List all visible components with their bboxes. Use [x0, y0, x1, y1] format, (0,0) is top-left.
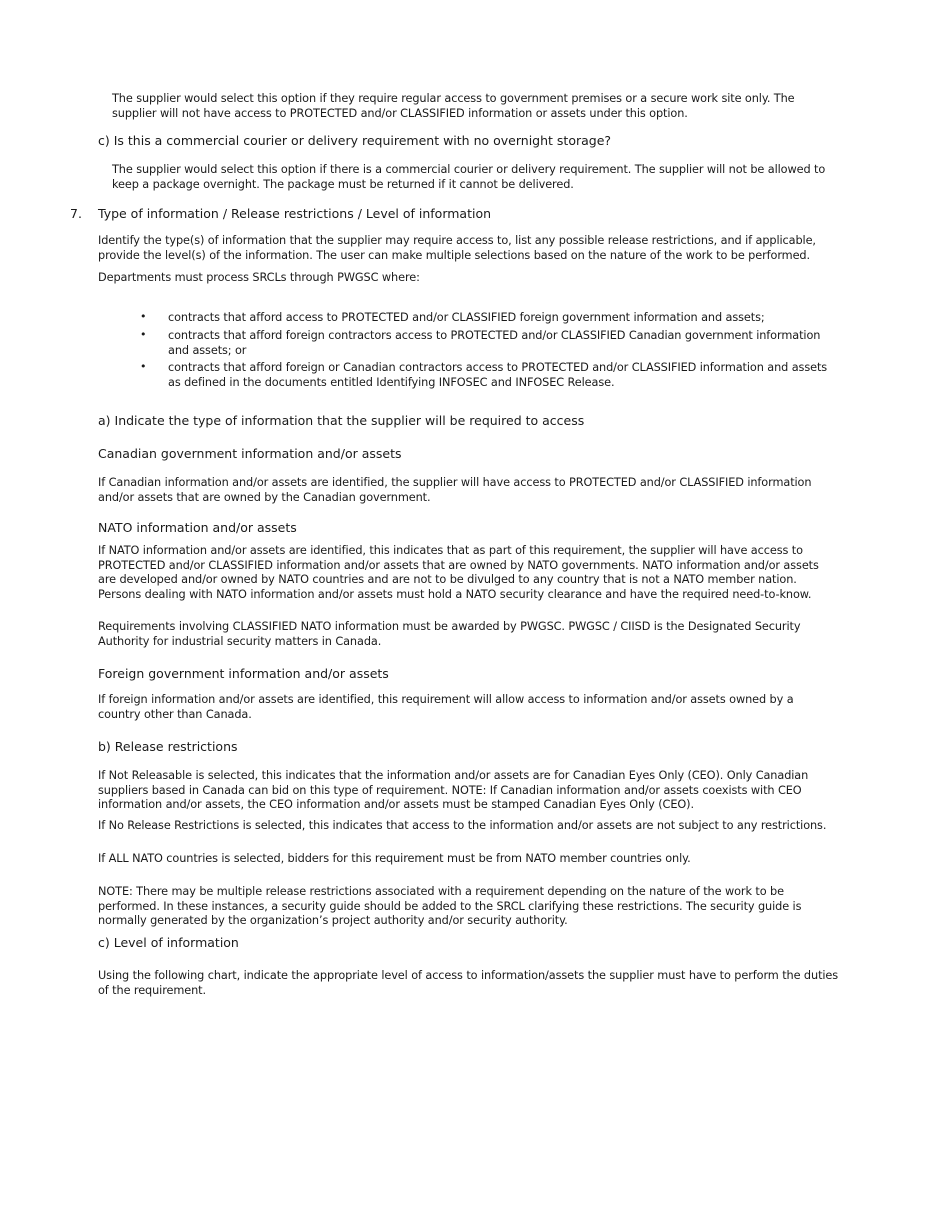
- canadian-info-text: If Canadian information and/or assets are identified, the supplier will have access to PROTECTED and/or CLASSIFIED information and/or assets that are owned by the Canadian government.: [98, 476, 812, 504]
- section-title: Type of information / Release restrictions / Level of information: [98, 206, 492, 221]
- departments-text: Departments must process SRCLs through PWGSC where:: [98, 271, 420, 284]
- bullet-marker: •: [140, 328, 147, 341]
- release-note-text: NOTE: There may be multiple release restrictions associated with a requirement depending on the nature of the work to be performed. In these instances, a security guide should be added to the SRCL clarifying these restrictions. The security guide is normally generated by the organization’s project authority and/or security authority.: [98, 885, 802, 928]
- bullet-marker: •: [140, 360, 147, 373]
- nato-requirements-text: Requirements involving CLASSIFIED NATO information must be awarded by PWGSC. PWGSC / CIISD is the Designated Security Authority for industrial security matters in Canada.: [98, 620, 801, 648]
- all-nato-text: If ALL NATO countries is selected, bidders for this requirement must be from NATO member countries only.: [98, 852, 691, 865]
- section-number: 7.: [70, 206, 82, 221]
- courier-option-description: The supplier would select this option if there is a commercial courier or delivery requirement. The supplier will not be allowed to keep a package overnight. The package must be returned if it cannot be delivered.: [112, 163, 826, 191]
- level-of-information-text: Using the following chart, indicate the appropriate level of access to information/assets the supplier must have to perform the duties of the requirement.: [98, 969, 839, 997]
- premises-option-description: The supplier would select this option if they require regular access to government premises or a secure work site only. The supplier will not have access to PROTECTED and/or CLASSIFIED information or assets under this option.: [112, 92, 795, 120]
- subsection-c-heading: c) Level of information: [98, 935, 239, 950]
- nato-info-heading: NATO information and/or assets: [98, 520, 297, 535]
- bullet-item: contracts that afford foreign contractors access to PROTECTED and/or CLASSIFIED Canadian government information and assets; or: [168, 329, 821, 357]
- bullet-item: contracts that afford foreign or Canadian contractors access to PROTECTED and/or CLASSIFIED information and assets as defined in the documents entitled Identifying INFOSEC and INFOSEC Release.: [168, 361, 828, 389]
- nato-info-text: If NATO information and/or assets are identified, this indicates that as part of this requirement, the supplier will have access to PROTECTED and/or CLASSIFIED information and/or assets that are owned by NATO governments. NATO information and/or assets are developed and/or owned by NATO countries and are not to be divulged to any country that is not a NATO member nation. Persons dealing with NATO information and/or assets must hold a NATO security clearance and have the required need-to-know.: [98, 544, 819, 601]
- canadian-info-heading: Canadian government information and/or assets: [98, 446, 402, 461]
- section-intro: Identify the type(s) of information that the supplier may require access to, list any possible release restrictions, and if applicable, provide the level(s) of the information. The user can make multiple selections based on the nature of the work to be performed.: [98, 234, 816, 262]
- bullet-item: contracts that afford access to PROTECTED and/or CLASSIFIED foreign government information and assets;: [168, 311, 765, 324]
- foreign-info-heading: Foreign government information and/or assets: [98, 666, 389, 681]
- no-release-restrictions-text: If No Release Restrictions is selected, this indicates that access to the information and/or assets are not subject to any restrictions.: [98, 819, 827, 832]
- foreign-info-text: If foreign information and/or assets are identified, this requirement will allow access to information and/or assets owned by a country other than Canada.: [98, 693, 794, 721]
- bullet-marker: •: [140, 310, 147, 323]
- not-releasable-text: If Not Releasable is selected, this indicates that the information and/or assets are for Canadian Eyes Only (CEO). Only Canadian suppliers based in Canada can bid on this type of requirement. NOTE: If Canadian information and/or assets coexists with CEO information and/or assets, the CEO information and/or assets must be stamped Canadian Eyes Only (CEO).: [98, 769, 809, 812]
- subsection-b-heading: b) Release restrictions: [98, 739, 238, 754]
- courier-question: c) Is this a commercial courier or delivery requirement with no overnight storage?: [98, 133, 612, 148]
- subsection-a-heading: a) Indicate the type of information that the supplier will be required to access: [98, 413, 585, 428]
